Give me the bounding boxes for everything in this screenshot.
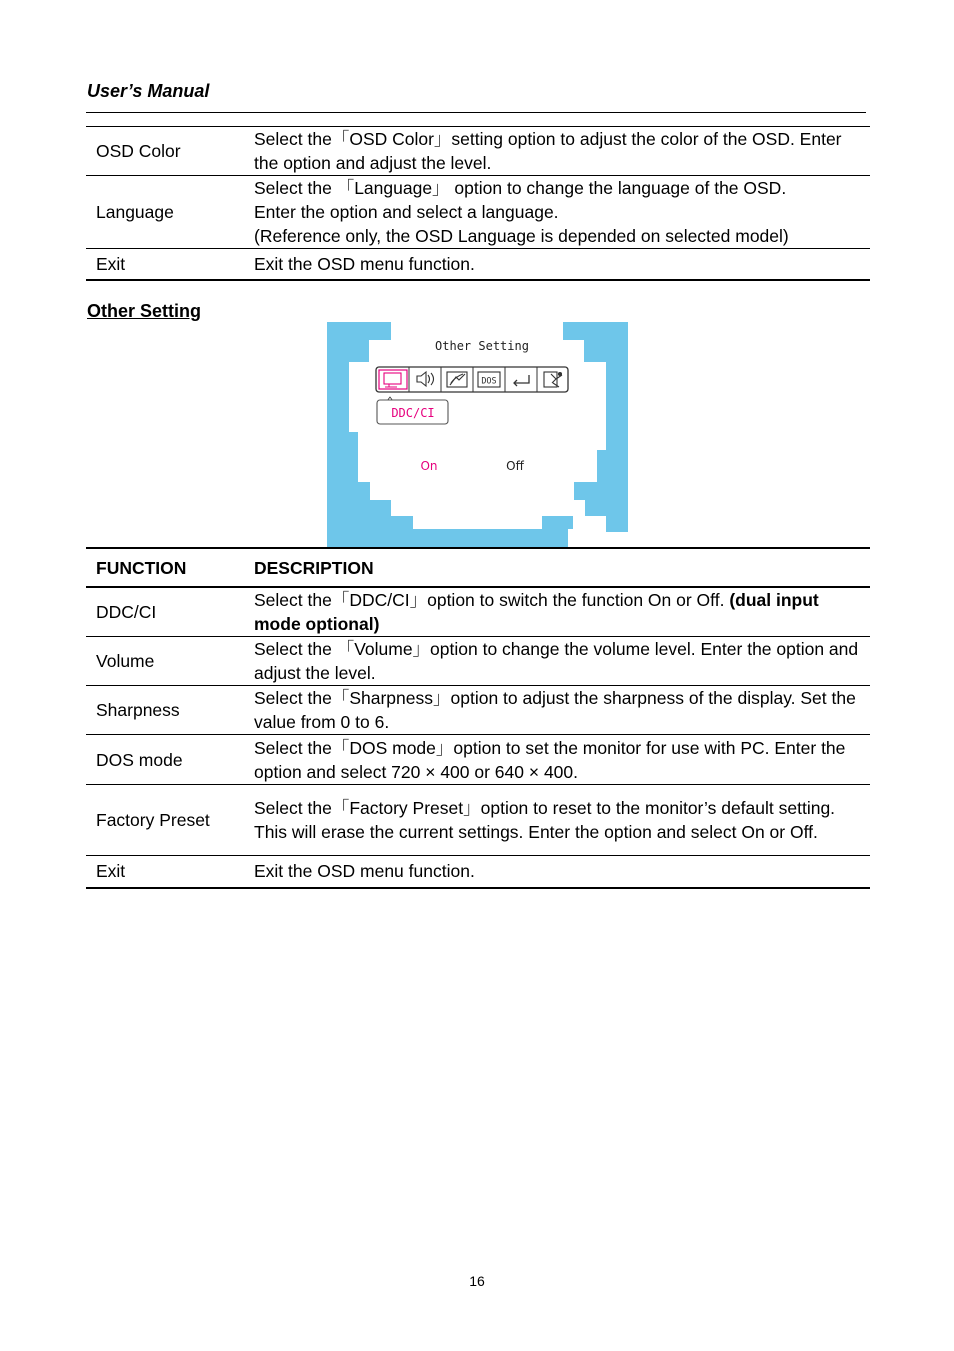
function-cell: DDC/CI <box>86 587 254 637</box>
description-cell: Select the「Factory Preset」option to reset to the monitor’s default setting. This will erase the current settings. Enter the option and select On or Off. <box>254 785 870 856</box>
function-cell: Sharpness <box>86 686 254 735</box>
function-cell: Volume <box>86 637 254 686</box>
osd-title: Other Setting <box>435 339 529 353</box>
description-cell: Exit the OSD menu function. <box>254 249 870 280</box>
function-cell: Language <box>86 176 254 249</box>
osd-menu-illustration <box>327 322 628 547</box>
table-row <box>86 587 870 637</box>
table-row <box>86 856 870 888</box>
function-cell: Exit <box>86 856 254 888</box>
description-line: Enter the option and select a language. <box>254 202 559 222</box>
osd-settings-table <box>86 126 870 281</box>
option-on[interactable]: On <box>420 459 438 473</box>
svg-text:DOS: DOS <box>481 376 497 387</box>
function-cell: OSD Color <box>86 127 254 176</box>
ddcci-item-label: DDC/CI <box>391 406 435 420</box>
description-text: Select the「DDC/CI」option to switch the function On or Off. <box>254 590 725 610</box>
description-cell <box>254 176 870 249</box>
description-line: (Reference only, the OSD Language is depended on selected model) <box>254 226 789 246</box>
function-header: FUNCTION <box>86 548 254 587</box>
function-cell: Exit <box>86 249 254 280</box>
function-cell: Factory Preset <box>86 785 254 856</box>
function-cell: DOS mode <box>86 735 254 785</box>
osd-icon-bar <box>376 367 568 392</box>
description-cell: Select the 「Volume」option to change the volume level. Enter the option and adjust the level. <box>254 637 870 686</box>
table-header-row <box>86 548 870 587</box>
description-line: Select the 「Language」 option to change the language of the OSD. <box>254 178 787 198</box>
osd-screenshot <box>327 322 628 547</box>
table-row <box>86 686 870 735</box>
other-setting-table <box>86 547 870 889</box>
table-row <box>86 249 870 280</box>
description-cell: Select the「Sharpness」option to adjust the sharpness of the display. Set the value from 0 to 6. <box>254 686 870 735</box>
section-title: Other Setting <box>87 301 202 321</box>
description-cell: Exit the OSD menu function. <box>254 856 870 888</box>
table-row <box>86 735 870 785</box>
description-cell: Select the「DOS mode」option to set the monitor for use with PC. Enter the option and select 720 × 400 or 640 × 400. <box>254 735 870 785</box>
description-cell: Select the「OSD Color」setting option to adjust the color of the OSD. Enter the option and adjust the level. <box>254 127 870 176</box>
description-header: DESCRIPTION <box>254 548 870 587</box>
description-bold-note: (dual input mode optional) <box>254 590 819 634</box>
manual-header-title: User’s Manual <box>87 81 210 101</box>
table-row <box>86 637 870 686</box>
page-number: 16 <box>469 1273 485 1289</box>
table-row <box>86 785 870 856</box>
description-cell <box>254 587 870 637</box>
table-row <box>86 176 870 249</box>
table-row <box>86 127 870 176</box>
option-off[interactable]: Off <box>506 459 524 473</box>
header-rule <box>86 112 866 113</box>
